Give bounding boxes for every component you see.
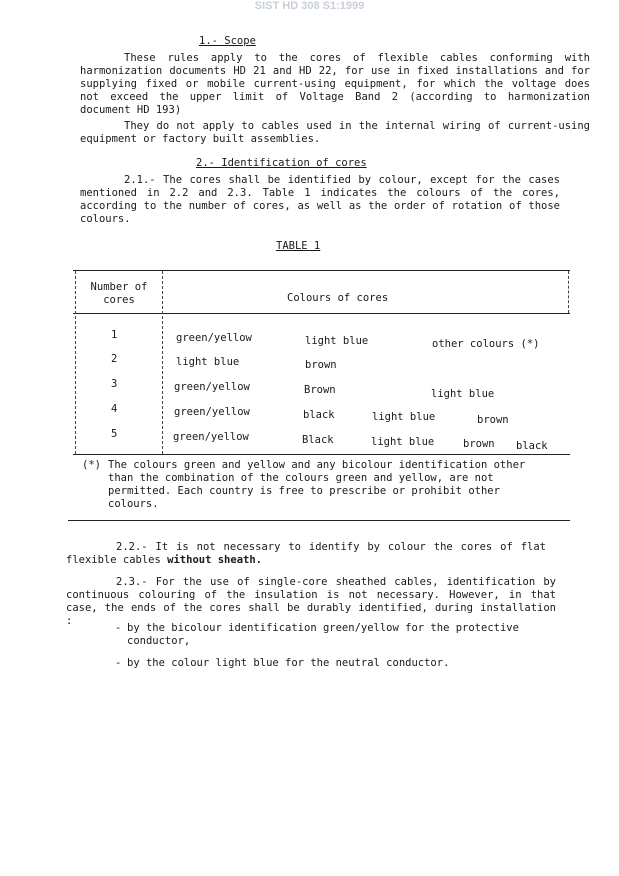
row-4-colour-3: light blue bbox=[372, 411, 436, 423]
row-3-colour-3: light blue bbox=[431, 388, 495, 400]
exclusion-paragraph bbox=[80, 120, 590, 146]
bullet-protective-conductor bbox=[115, 622, 555, 648]
row-3-number: 3 bbox=[111, 378, 118, 390]
bullet-text: by the bicolour identification green/yellow for the protective conductor, bbox=[127, 622, 519, 647]
row-3-colour-1: green/yellow bbox=[174, 381, 250, 393]
row-5-colour-4: brown bbox=[463, 438, 495, 450]
scope-paragraph-text: These rules apply to the cores of flexible cables conforming with harmonization documents HD 21 and HD 22, for use in fixed installations and for supplying fixed or mobile current-using equipment, for which the voltage does not exceed the upper limit of Voltage Band 2 (according to harmonization document HD 193) bbox=[80, 52, 590, 116]
scope-paragraph bbox=[80, 52, 590, 117]
row-1-colour-3: other colours (*) bbox=[432, 338, 540, 350]
header-number-of-cores: Number of cores bbox=[90, 281, 148, 306]
table-title: TABLE 1 bbox=[276, 240, 321, 252]
header-colours-of-cores: Colours of cores bbox=[287, 292, 389, 304]
clause-2-3-text: 2.3.- For the use of single-core sheathed cables, identification by continuous colouring of the insulation is not necessary. However, in that case, the ends of the cores shall be durably identified, during installation : bbox=[66, 576, 556, 627]
table-header-rule bbox=[73, 313, 570, 314]
row-4-colour-4: brown bbox=[477, 414, 509, 426]
table-left-border bbox=[75, 271, 76, 454]
table-top-rule bbox=[73, 270, 570, 271]
clause-2-2-bold-tail: without sheath. bbox=[167, 554, 262, 566]
table-body-rule bbox=[73, 454, 570, 455]
table-right-border bbox=[568, 271, 569, 313]
row-3-colour-2: Brown bbox=[304, 384, 336, 396]
row-5-colour-3: light blue bbox=[371, 436, 435, 448]
row-1-colour-2: light blue bbox=[305, 335, 369, 347]
row-5-colour-1: green/yellow bbox=[173, 431, 249, 443]
footnote-mark: (*) bbox=[82, 459, 101, 471]
row-1-number: 1 bbox=[111, 329, 118, 341]
table-column-divider bbox=[162, 271, 163, 454]
row-5-colour-5: black bbox=[516, 440, 548, 452]
row-4-number: 4 bbox=[111, 403, 118, 415]
clause-2-2-paragraph bbox=[66, 541, 546, 567]
bullet-text: by the colour light blue for the neutral conductor. bbox=[127, 657, 450, 669]
row-5-colour-2: Black bbox=[302, 434, 334, 446]
clause-2-1-paragraph bbox=[80, 174, 560, 226]
row-1-colour-1: green/yellow bbox=[176, 332, 252, 344]
row-5-number: 5 bbox=[111, 428, 118, 440]
row-4-colour-1: green/yellow bbox=[174, 406, 250, 418]
clause-2-3-paragraph bbox=[66, 576, 556, 628]
clause-2-2-text: 2.2.- It is not necessary to identify by colour the cores of flat flexible cables bbox=[66, 541, 546, 566]
bullet-neutral-conductor bbox=[115, 657, 555, 670]
row-2-colour-1: light blue bbox=[176, 356, 240, 368]
row-2-colour-2: brown bbox=[305, 359, 337, 371]
table-bottom-rule bbox=[68, 520, 570, 521]
exclusion-paragraph-text: They do not apply to cables used in the internal wiring of current-using equipment or factory built assemblies. bbox=[80, 120, 590, 145]
table-footnote bbox=[82, 459, 542, 511]
bullet-dash: - bbox=[115, 657, 122, 669]
clause-2-1-text: 2.1.- The cores shall be identified by colour, except for the cases mentioned in 2.2 and 2.3. Table 1 indicates the colours of the cores, according to the number of cores, as well as the order of rotation of those colours. bbox=[80, 174, 560, 225]
bullet-dash: - bbox=[115, 622, 122, 634]
row-4-colour-2: black bbox=[303, 409, 335, 421]
row-2-number: 2 bbox=[111, 353, 118, 365]
section-1-heading: 1.- Scope bbox=[199, 35, 256, 47]
watermark: SIST HD 308 S1:1999 bbox=[254, 0, 365, 12]
footnote-text: The colours green and yellow and any bicolour identification other than the combination of the colours green and yellow, are not permitted. Each country is free to prescribe or prohibit other colours. bbox=[108, 459, 526, 510]
section-2-heading: 2.- Identification of cores bbox=[196, 157, 367, 169]
